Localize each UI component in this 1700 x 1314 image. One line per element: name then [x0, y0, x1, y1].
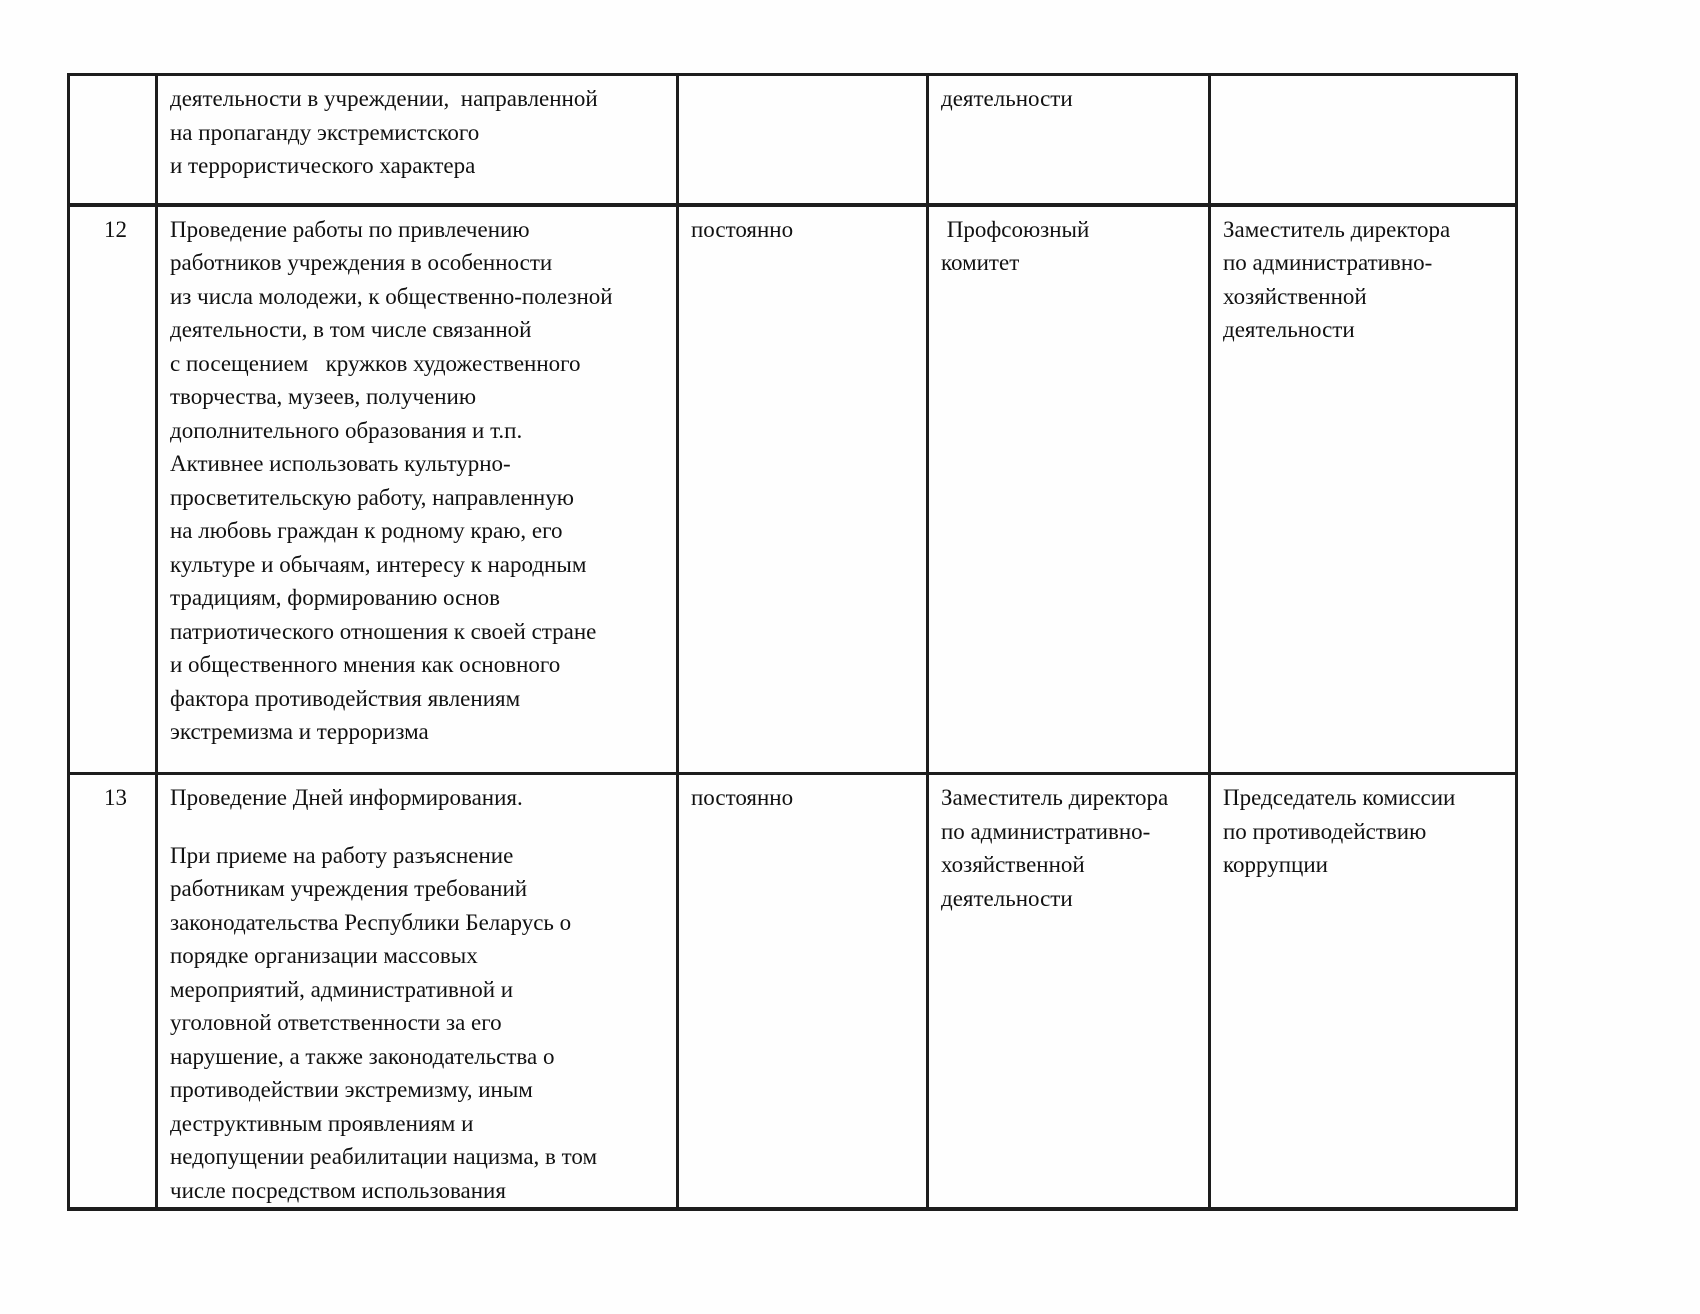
row-number-cell: [69, 75, 157, 205]
table-row-12: [69, 205, 1517, 774]
control-cell: Заместитель директора по административно- хозяйственной деятельности: [1210, 205, 1517, 774]
activity-cell: Проведение работы по привлечению работников учреждения в особенности из числа молодежи, к общественно-полезной деятельности, в том числе связанной с посещением кружков художественного творчества, музеев, получению дополнительного образования и т.п. Активнее использовать культурно- просветительскую работу, направленную на любовь граждан к родному краю, его культуре и обычаям, интересу к народным традициям, формированию основ патриотического отношения к своей стране и общественного мнения как основного фактора противодействия явлениям экстремизма и терроризма: [157, 205, 678, 774]
responsible-cell: Заместитель директора по административно- хозяйственной деятельности: [928, 774, 1210, 1210]
row-number-cell: 13: [69, 774, 157, 1210]
control-cell: Председатель комиссии по противодействию коррупции: [1210, 774, 1517, 1210]
timing-cell: [678, 75, 928, 205]
row-number-cell: 12: [69, 205, 157, 774]
control-cell: [1210, 75, 1517, 205]
anticorruption-plan-table: [67, 73, 1518, 1211]
activity-cell: деятельности в учреждении, направленной на пропаганду экстремистского и террористического характера: [157, 75, 678, 205]
activity-cell: Проведение Дней информирования. При приеме на работу разъяснение работникам учреждения требований законодательства Республики Беларусь о порядке организации массовых мероприятий, административной и уголовной ответственности за его нарушение, а также законодательства о противодействии экстремизму, иным деструктивным проявлениям и недопущении реабилитации нацизма, в том числе посредством использования: [157, 774, 678, 1210]
responsible-cell: деятельности: [928, 75, 1210, 205]
timing-cell: постоянно: [678, 205, 928, 774]
timing-cell: постоянно: [678, 774, 928, 1210]
table-row-13: [69, 774, 1517, 1210]
responsible-cell: Профсоюзный комитет: [928, 205, 1210, 774]
table-row-continuation: [69, 75, 1517, 205]
